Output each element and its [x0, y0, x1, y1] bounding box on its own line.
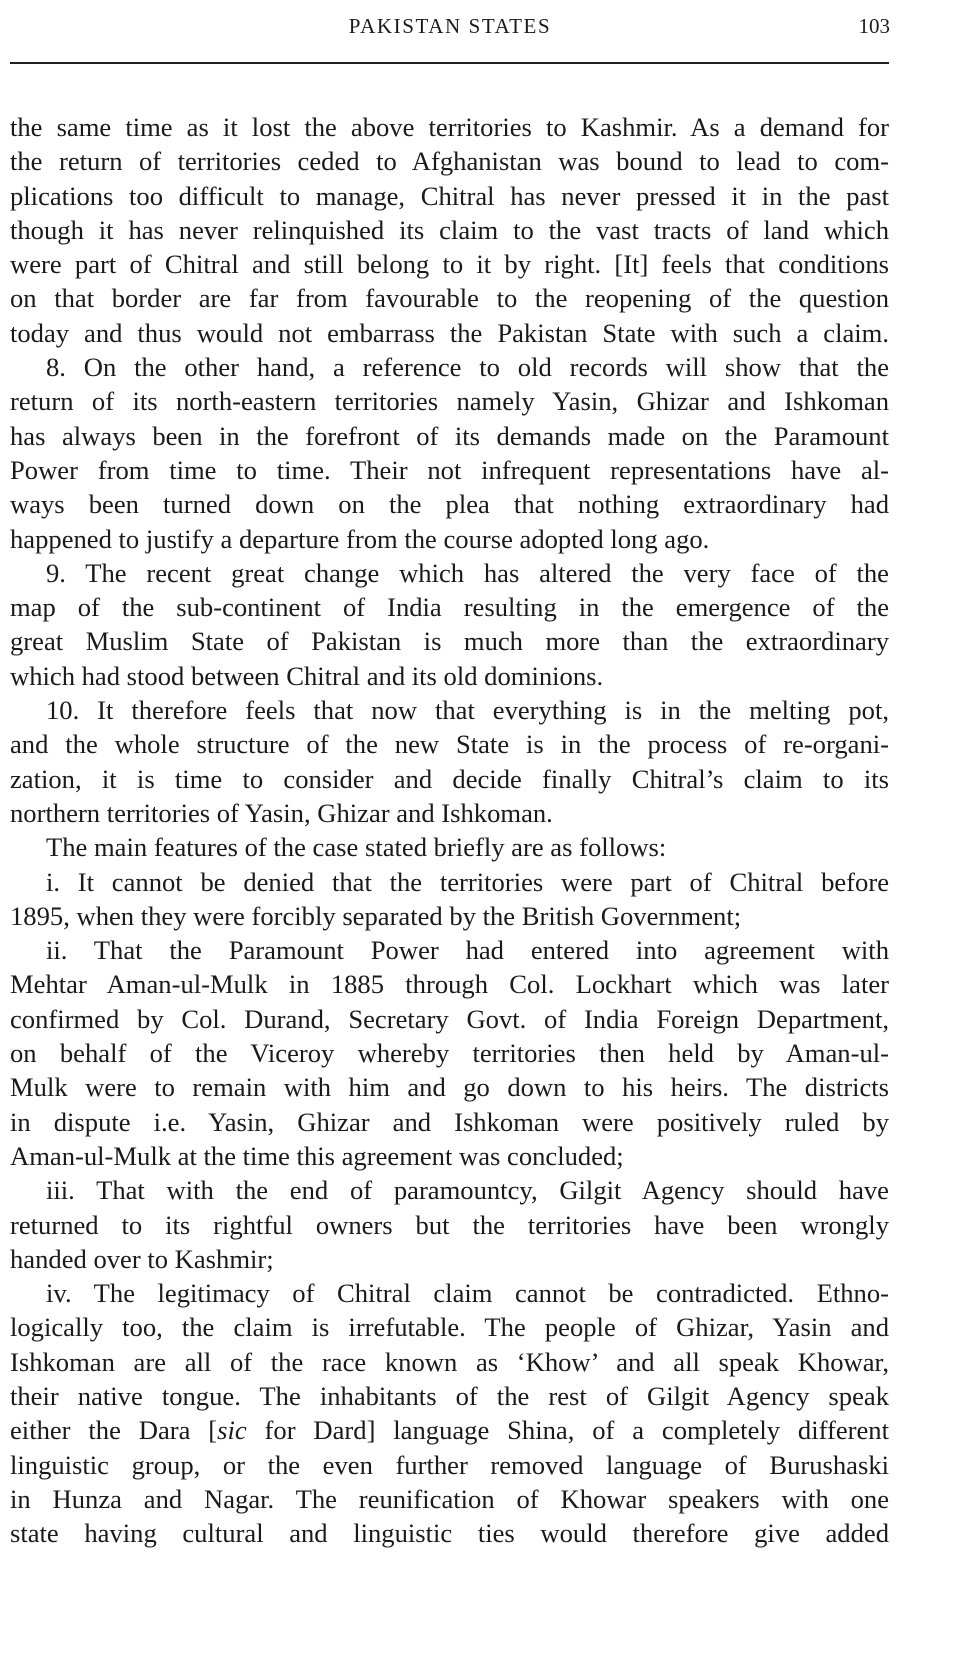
text-line: 10. It therefore feels that now that everything is in the melting pot, — [46, 695, 889, 726]
text-line: 1895, when they were forcibly separated by the British Government; — [10, 900, 742, 931]
text-line: return of its north-eastern territories namely Yasin, Ghizar and Ishkoman — [10, 386, 889, 417]
line-part: for Dard] language Shina, of a completely different — [246, 1415, 889, 1446]
text-line: Power from time to time. Their not infrequent representations have al- — [10, 454, 889, 485]
text-line: Aman-ul-Mulk at the time this agreement was concluded; — [10, 1140, 624, 1171]
text-line: northern territories of Yasin, Ghizar and Ishkoman. — [10, 797, 553, 828]
text-line: though it has never relinquished its claim to the vast tracts of land which — [10, 214, 889, 245]
text-line: zation, it is time to consider and decide finally Chitral’s claim to its — [10, 763, 889, 794]
text-line: on behalf of the Viceroy whereby territories then held by Aman-ul- — [10, 1038, 889, 1069]
text-line: Mehtar Aman-ul-Mulk in 1885 through Col. Lockhart which was later — [10, 969, 889, 1000]
text-line: iii. That with the end of paramountcy, Gilgit Agency should have — [46, 1175, 889, 1206]
text-line: logically too, the claim is irrefutable. The people of Ghizar, Yasin and — [10, 1312, 889, 1343]
text-line: plications too difficult to manage, Chitral has never pressed it in the past — [10, 180, 889, 211]
text-line: Ishkoman are all of the race known as ‘Khow’ and all speak Khowar, — [10, 1346, 889, 1377]
text-line: today and thus would not embarrass the Pakistan State with such a claim. — [10, 317, 889, 348]
text-line: happened to justify a departure from the course adopted long ago. — [10, 523, 710, 554]
text-line: the same time as it lost the above territories to Kashmir. As a demand for — [10, 112, 889, 142]
text-line: linguistic group, or the even further removed language of Burushaski — [10, 1449, 889, 1480]
text-line: in dispute i.e. Yasin, Ghizar and Ishkoman were positively ruled by — [10, 1106, 889, 1137]
text-line: great Muslim State of Pakistan is much more than the extraordinary — [10, 626, 889, 657]
text-line: which had stood between Chitral and its old dominions. — [10, 660, 604, 691]
text-line: handed over to Kashmir; — [10, 1243, 274, 1274]
italic-sic: sic — [217, 1415, 247, 1446]
page-number: 103 — [858, 14, 890, 38]
text-line: state having cultural and linguistic ties would therefore give added — [10, 1518, 889, 1549]
text-line: 9. The recent great change which has altered the very face of the — [46, 557, 889, 588]
text-line: and the whole structure of the new State is in the process of re-organi- — [10, 729, 889, 760]
text-line: their native tongue. The inhabitants of the rest of Gilgit Agency speak — [10, 1380, 889, 1411]
text-line: were part of Chitral and still belong to it by right. [It] feels that conditions — [10, 249, 889, 280]
text-line: on that border are far from favourable to the reopening of the question — [10, 283, 889, 314]
body-text — [10, 110, 889, 1550]
text-line: returned to its rightful owners but the territories have been wrongly — [10, 1209, 889, 1240]
text-line: iv. The legitimacy of Chitral claim cannot be contradicted. Ethno- — [46, 1278, 889, 1309]
text-line-with-italic — [10, 1413, 889, 1447]
text-line: i. It cannot be denied that the territories were part of Chitral before — [46, 866, 889, 897]
text-line: Mulk were to remain with him and go down to his heirs. The districts — [10, 1072, 889, 1103]
running-title: PAKISTAN STATES — [348, 14, 552, 38]
line-part: either the Dara [ — [10, 1415, 218, 1446]
text-line: in Hunza and Nagar. The reunification of Khowar speakers with one — [10, 1483, 889, 1514]
text-line: 8. On the other hand, a reference to old records will show that the — [46, 352, 889, 383]
text-line: ways been turned down on the plea that nothing extraordinary had — [10, 489, 889, 520]
text-line: confirmed by Col. Durand, Secretary Govt. of India Foreign Department, — [10, 1003, 889, 1034]
text-line: ii. That the Paramount Power had entered into agreement with — [46, 935, 889, 966]
running-header — [10, 10, 890, 50]
header-rule — [10, 62, 889, 64]
text-line: The main features of the case stated briefly are as follows: — [46, 832, 667, 863]
text-line: has always been in the forefront of its demands made on the Paramount — [10, 420, 889, 451]
text-line: map of the sub-continent of India resulting in the emergence of the — [10, 592, 889, 623]
text-line: the return of territories ceded to Afghanistan was bound to lead to com- — [10, 146, 889, 177]
